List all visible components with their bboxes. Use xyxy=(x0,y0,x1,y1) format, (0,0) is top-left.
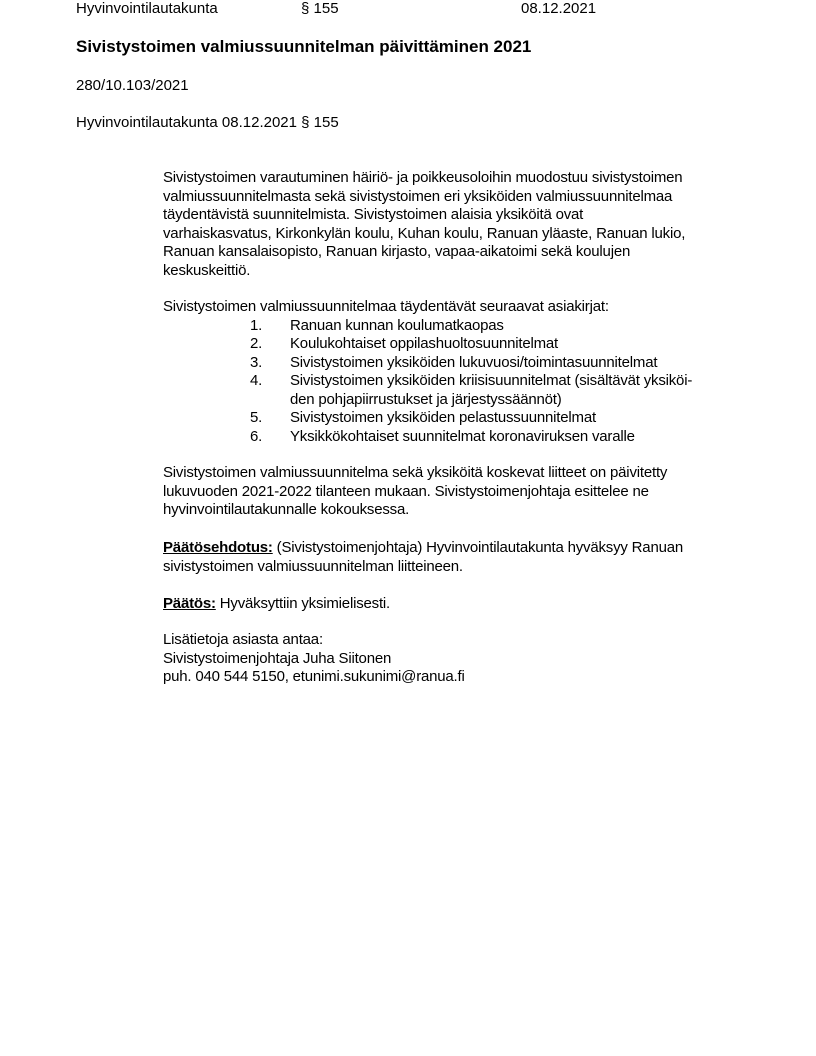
proposal-label: Päätösehdotus: xyxy=(163,539,273,556)
list-number: 5. xyxy=(250,409,263,426)
list-text: Sivistystoimen yksiköiden lukuvuosi/toimintasuunnitelmat xyxy=(290,353,658,371)
contact-line: Lisätietoja asiasta antaa: xyxy=(163,631,323,648)
list-item xyxy=(163,335,609,354)
list-item xyxy=(163,427,635,447)
document-list xyxy=(163,298,693,446)
proposal-text: (Sivistystoimenjohtaja) Hyvinvointilautakunta hyväksyy Ranuan xyxy=(272,539,684,556)
list-number: 3. xyxy=(250,353,263,371)
text-line: Sivistystoimen varautuminen häiriö- ja poikkeusoloihin muodostuu sivistystoimen xyxy=(163,169,683,186)
list-item xyxy=(163,353,658,373)
text-line: keskuskeittiö. xyxy=(163,261,251,279)
page-title: Sivistystoimen valmiussuunnitelman päivittäminen 2021 xyxy=(76,37,532,56)
decision-text: Hyväksyttiin yksimielisesti. xyxy=(215,595,391,612)
list-text: Sivistystoimen yksiköiden kriisisuunnitelmat (sisältävät yksiköi- xyxy=(290,372,693,389)
text-line: hyvinvointilautakunnalle kokouksessa. xyxy=(163,501,410,518)
decision xyxy=(163,595,390,614)
header-date: 08.12.2021 xyxy=(521,0,597,17)
text-line: lukuvuoden 2021-2022 tilanteen mukaan. Sivistystoimenjohtaja esittelee ne xyxy=(163,482,649,500)
text-line: valmiussuunnitelmasta sekä sivistystoimen eri yksiköiden valmiussuunnitelmaa xyxy=(163,187,673,205)
list-item xyxy=(163,372,693,391)
meeting-reference: Hyvinvointilautakunta 08.12.2021 § 155 xyxy=(76,114,339,131)
text-line: Ranuan kansalaisopisto, Ranuan kirjasto, vapaa-aikatoimi sekä koulujen xyxy=(163,243,631,260)
decision-label: Päätös: xyxy=(163,595,216,612)
list-text: Yksikkökohtaiset suunnitelmat koronaviruksen varalle xyxy=(290,427,635,445)
proposal-text: sivistystoimen valmiussuunnitelman liitteineen. xyxy=(163,557,463,575)
list-text: Koulukohtaiset oppilashuoltosuunnitelmat xyxy=(290,335,559,352)
list-number: 6. xyxy=(250,427,263,445)
list-number: 2. xyxy=(250,335,263,352)
contact-line: puh. 040 544 5150, etunimi.sukunimi@ranua.fi xyxy=(163,668,465,685)
list-text: Ranuan kunnan koulumatkaopas xyxy=(290,316,504,334)
text-line: Sivistystoimen valmiussuunnitelma sekä yksiköitä koskevat liitteet on päivitetty xyxy=(163,464,668,481)
list-number: 1. xyxy=(250,316,263,334)
paragraph-intro xyxy=(163,169,685,280)
record-number: 280/10.103/2021 xyxy=(76,77,189,94)
list-text: Sivistystoimen yksiköiden pelastussuunnitelmat xyxy=(290,409,596,426)
list-text: den pohjapiirrustukset ja järjestyssäännöt) xyxy=(290,390,562,408)
list-item-continued xyxy=(163,391,609,410)
list-item xyxy=(163,409,609,428)
text-line: varhaiskasvatus, Kirkonkylän koulu, Kuhan koulu, Ranuan yläaste, Ranuan lukio, xyxy=(163,224,686,242)
contact-info xyxy=(163,631,465,687)
list-item xyxy=(163,317,609,336)
list-intro: Sivistystoimen valmiussuunnitelmaa täydentävät seuraavat asiakirjat: xyxy=(163,298,609,315)
paragraph-update xyxy=(163,464,667,520)
header-board: Hyvinvointilautakunta xyxy=(76,0,218,17)
proposal xyxy=(163,539,683,576)
text-line: täydentävistä suunnitelmista. Sivistystoimen alaisia yksiköitä ovat xyxy=(163,206,584,223)
list-number: 4. xyxy=(250,372,263,389)
header-section: § 155 xyxy=(301,0,339,17)
contact-line: Sivistystoimenjohtaja Juha Siitonen xyxy=(163,649,392,667)
